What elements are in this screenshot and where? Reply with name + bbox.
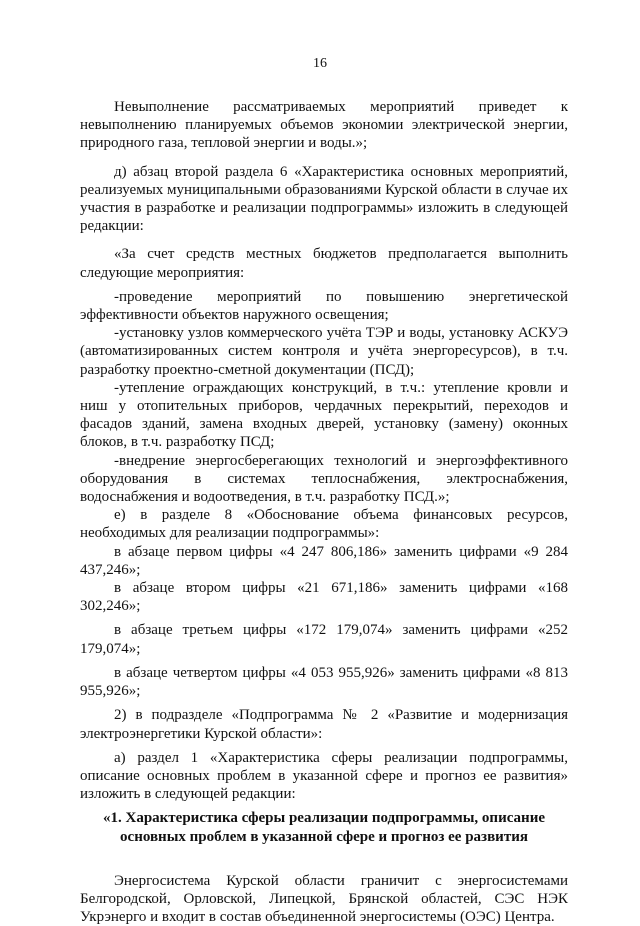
paragraph: в абзаце третьем цифры «172 179,074» заменить цифрами «252 179,074»; <box>80 622 568 657</box>
paragraph: Невыполнение рассматриваемых мероприятий приведет к невыполнению планируемых объемов экономии электрической энергии, природного газа, тепловой энергии и воды.»; <box>80 99 568 152</box>
paragraph: е) в разделе 8 «Обоснование объема финансовых ресурсов, необходимых для реализации подпрограммы»: <box>80 507 568 542</box>
paragraph: в абзаце четвертом цифры «4 053 955,926» заменить цифрами «8 813 955,926»; <box>80 664 568 700</box>
paragraph: -проведение мероприятий по повышению энергетической эффективности объектов наружного освещения; <box>80 288 568 324</box>
paragraph: 2) в подразделе «Подпрограмма № 2 «Развитие и модернизация электроэнергетики Курской области»: <box>80 707 568 742</box>
paragraph: -утепление ограждающих конструкций, в т.ч.: утепление кровли и ниш у отопительных приборов, чердачных перекрытий, переходов и фасадов зданий, замена входных дверей, установку (замену) оконных блоков, в т.ч. разработку ПСД; <box>80 379 568 451</box>
paragraph: а) раздел 1 «Характеристика сферы реализации подпрограммы, описание основных проблем в указанной сфере и прогноз ее развития» изложить в следующей редакции: <box>80 749 568 803</box>
section-heading: «1. Характеристика сферы реализации подпрограммы, описание основных проблем в указанной сфере и прогноз ее развития <box>102 810 545 845</box>
paragraph: «За счет средств местных бюджетов предполагается выполнить следующие мероприятия: <box>80 246 568 281</box>
paragraph: в абзаце первом цифры «4 247 806,186» заменить цифрами «9 284 437,246»; <box>80 543 568 578</box>
paragraph: -внедрение энергосберегающих технологий и энергоэффективного оборудования в системах теплоснабжения, электроснабжения, водоснабжения и водоотведения, в т.ч. разработку ПСД.»; <box>80 452 568 506</box>
paragraph: д) абзац второй раздела 6 «Характеристика основных мероприятий, реализуемых муниципальными образованиями Курской области в случае их участия в разработке и реализации подпрограммы» изложить в следующей редакции: <box>80 163 568 235</box>
document-body <box>80 98 568 926</box>
paragraph: в абзаце втором цифры «21 671,186» заменить цифрами «168 302,246»; <box>80 580 568 615</box>
page-number: 16 <box>313 56 327 71</box>
paragraph: Энергосистема Курской области граничит с энергосистемами Белгородской, Орловской, Липецкой, Брянской областей, СЭС НЭК Укрэнерго и входит в состав объединенной энергосистемы (ОЭС) Центра. <box>80 872 568 926</box>
paragraph: -установку узлов коммерческого учёта ТЭР и воды, установку АСКУЭ (автоматизированных систем контроля и учёта энергоресурсов), в т.ч. разработку проектно-сметной документации (ПСД); <box>80 325 568 378</box>
